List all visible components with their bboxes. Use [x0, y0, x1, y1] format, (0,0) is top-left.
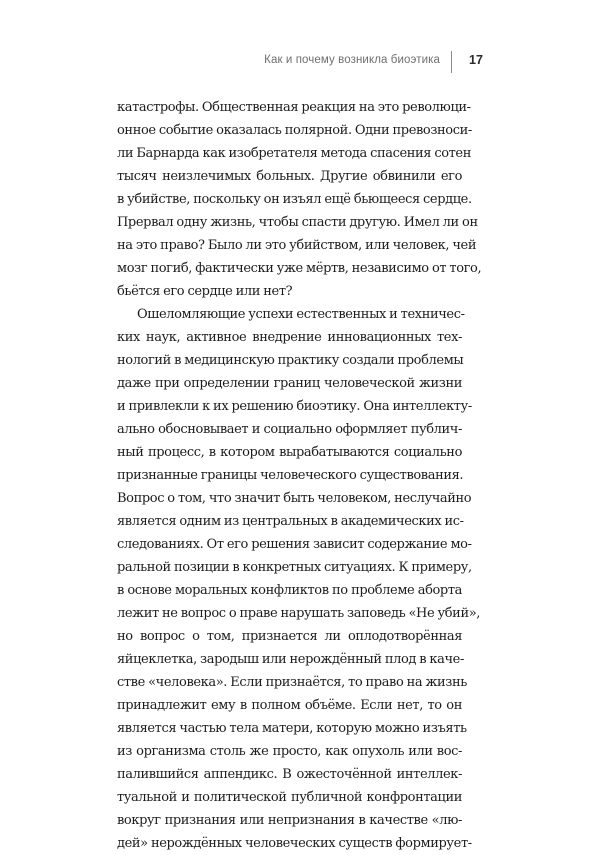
text-line: яйцеклетка, зародыш или нерождённый плод в каче- [117, 652, 464, 667]
header-divider [451, 51, 452, 73]
running-title: Как и почему возникла биоэтика [264, 54, 440, 66]
text-line: вокруг признания или непризнания в качестве «лю- [117, 813, 462, 828]
page-number: 17 [469, 53, 483, 67]
text-line: принадлежит ему в полном объёме. Если нет, то он [117, 698, 462, 713]
paragraph-2 [117, 303, 480, 855]
text-line: катастрофы. Общественная реакция на это революци- [117, 100, 471, 115]
text-line: ральной позиции в конкретных ситуациях. К примеру, [117, 560, 472, 575]
text-line: даже при определении границ человеческой жизни [117, 376, 462, 391]
text-line: нологий в медицинскую практику создали проблемы [117, 353, 464, 368]
paragraph-1 [117, 96, 482, 303]
text-line: ли Барнарда как изобретателя метода спасения сотен [117, 146, 471, 161]
text-line: лежит не вопрос о праве нарушать заповедь «Не убий», [117, 606, 480, 621]
text-line: Прервал одну жизнь, чтобы спасти другую. Имел ли он [117, 215, 478, 230]
text-line: признанные границы человеческого существования. [117, 468, 464, 483]
text-line: но вопрос о том, признается ли оплодотворённая [117, 629, 462, 644]
text-line: онное событие оказалась полярной. Одни превозноси- [117, 123, 472, 138]
body-text [117, 96, 482, 855]
text-line: на это право? Было ли это убийством, или человек, чей [117, 238, 477, 253]
text-line: является частью тела матери, которую можно изъять [117, 721, 467, 736]
text-line: следованиях. От его решения зависит содержание мо- [117, 537, 472, 552]
text-line: дей» нерождённых человеческих существ формирует- [117, 836, 472, 851]
text-line: ально обосновывает и социально оформляет публич- [117, 422, 462, 437]
text-line: тысяч неизлечимых больных. Другие обвинили его [117, 169, 462, 184]
text-line: Ошеломляющие успехи естественных и техничес- [137, 307, 465, 322]
text-line: ких наук, активное внедрение инновационных тех- [117, 330, 462, 345]
text-line: туальной и политической публичной конфронтации [117, 790, 462, 805]
text-line: из организма столь же просто, как опухоль или вос- [117, 744, 462, 759]
text-line: стве «человека». Если признаётся, то право на жизнь [117, 675, 467, 690]
text-line: палившийся аппендикс. В ожесточённой интеллек- [117, 767, 462, 782]
text-line: и привлекли к их решению биоэтику. Она интеллекту- [117, 399, 472, 414]
text-line: ный процесс, в котором вырабатываются социально [117, 445, 462, 460]
text-line: в убийстве, поскольку он изъял ещё бьющееся сердце. [117, 192, 472, 207]
text-line: Вопрос о том, что значит быть человеком, неслучайно [117, 491, 472, 506]
text-line: является одним из центральных в академических ис- [117, 514, 464, 529]
text-line: мозг погиб, фактически уже мёртв, независимо от того, [117, 261, 482, 276]
text-line: бьётся его сердце или нет? [117, 284, 293, 299]
text-line: в основе моральных конфликтов по проблеме аборта [117, 583, 462, 598]
running-head [0, 51, 600, 73]
